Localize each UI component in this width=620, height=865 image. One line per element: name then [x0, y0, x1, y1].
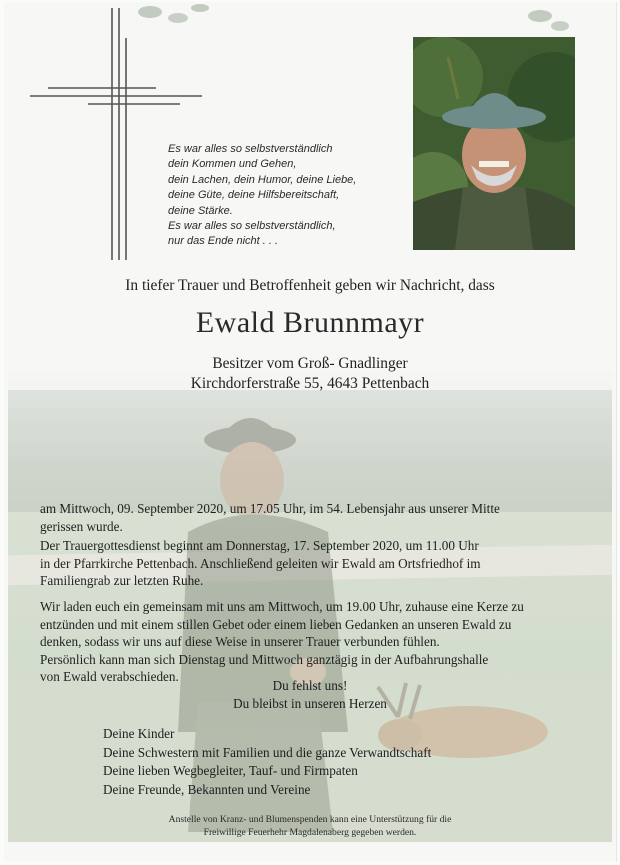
text-line: Persönlich kann man sich Dienstag und Mittwoch ganztägig in der Aufbahrungshalle	[40, 651, 489, 667]
poem-line: deine Stärke.	[168, 204, 233, 217]
poem-line: Es war alles so selbstverständlich	[168, 143, 333, 155]
text-line: denken, sodass wir uns auf diese Weise in unserer Trauer verbunden fühlen.	[40, 634, 440, 650]
deceased-name: Ewald Brunnmayr	[195, 306, 425, 339]
farewell-line: Du bleibst in unseren Herzen	[233, 695, 387, 711]
poem-line: dein Lachen, dein Humor, deine Liebe,	[168, 173, 357, 186]
mourners-list	[103, 725, 523, 799]
portrait-photo	[413, 37, 575, 250]
deceased-details	[0, 354, 620, 394]
poem-line: Es war alles so selbstverständlich,	[168, 220, 336, 233]
announcement-text: In tiefer Trauer und Betroffenheit geben wir Nachricht, dass	[125, 277, 495, 294]
farewell-line: Du fehlst uns!	[272, 678, 348, 693]
memorial-poem	[168, 142, 408, 250]
text-line: am Mittwoch, 09. September 2020, um 17.05 Uhr, im 54. Lebensjahr aus unserer Mitte	[40, 501, 500, 516]
farewell-message	[0, 677, 620, 712]
mourner-entry: Deine Schwestern mit Familien und die ganze Verwandtschaft	[103, 744, 432, 760]
text-line: gerissen wurde.	[40, 518, 123, 534]
note-line: Anstelle von Kranz- und Blumenspenden kann eine Unterstützung für die	[168, 814, 452, 825]
text-line: Wir laden euch ein gemeinsam mit uns am Mittwoch, um 19.00 Uhr, zuhause eine Kerze zu	[40, 598, 524, 614]
deceased-address: Kirchdorferstraße 55, 4643 Pettenbach	[190, 375, 430, 392]
deceased-title: Besitzer vom Groß- Gnadlinger	[212, 355, 408, 372]
obituary-body	[40, 500, 580, 692]
text-line: von Ewald verabschieden.	[40, 669, 179, 685]
text-line: Der Trauergottesdienst beginnt am Donnerstag, 17. September 2020, um 11.00 Uhr	[40, 538, 479, 554]
mourner-entry: Deine lieben Wegbegleiter, Tauf- und Firmpaten	[103, 763, 358, 778]
poem-line: deine Güte, deine Hilfsbereitschaft,	[168, 189, 340, 202]
invitation-paragraph	[40, 598, 580, 686]
text-line: Familiengrab zur letzten Ruhe.	[40, 573, 204, 589]
text-line: in der Pfarrkirche Pettenbach. Anschließend geleiten wir Ewald am Ortsfriedhof im	[40, 555, 481, 571]
text-line: entzünden und mit einem stillen Gebet oder einem lieben Gedanken an unseren Ewald zu	[40, 616, 512, 632]
mourner-entry: Deine Freunde, Bekannten und Vereine	[103, 781, 311, 797]
mourner-entry: Deine Kinder	[103, 726, 175, 741]
donation-note	[0, 813, 620, 839]
poem-line: dein Kommen und Gehen,	[168, 158, 297, 171]
note-line: Freiwillige Feuerhehr Magdalenaberg gegeben werden.	[203, 827, 417, 838]
death-paragraph	[40, 500, 580, 535]
service-paragraph	[40, 537, 580, 590]
leaf-decoration-icon	[520, 2, 580, 37]
poem-line: nur das Ende nicht . . .	[168, 235, 279, 248]
